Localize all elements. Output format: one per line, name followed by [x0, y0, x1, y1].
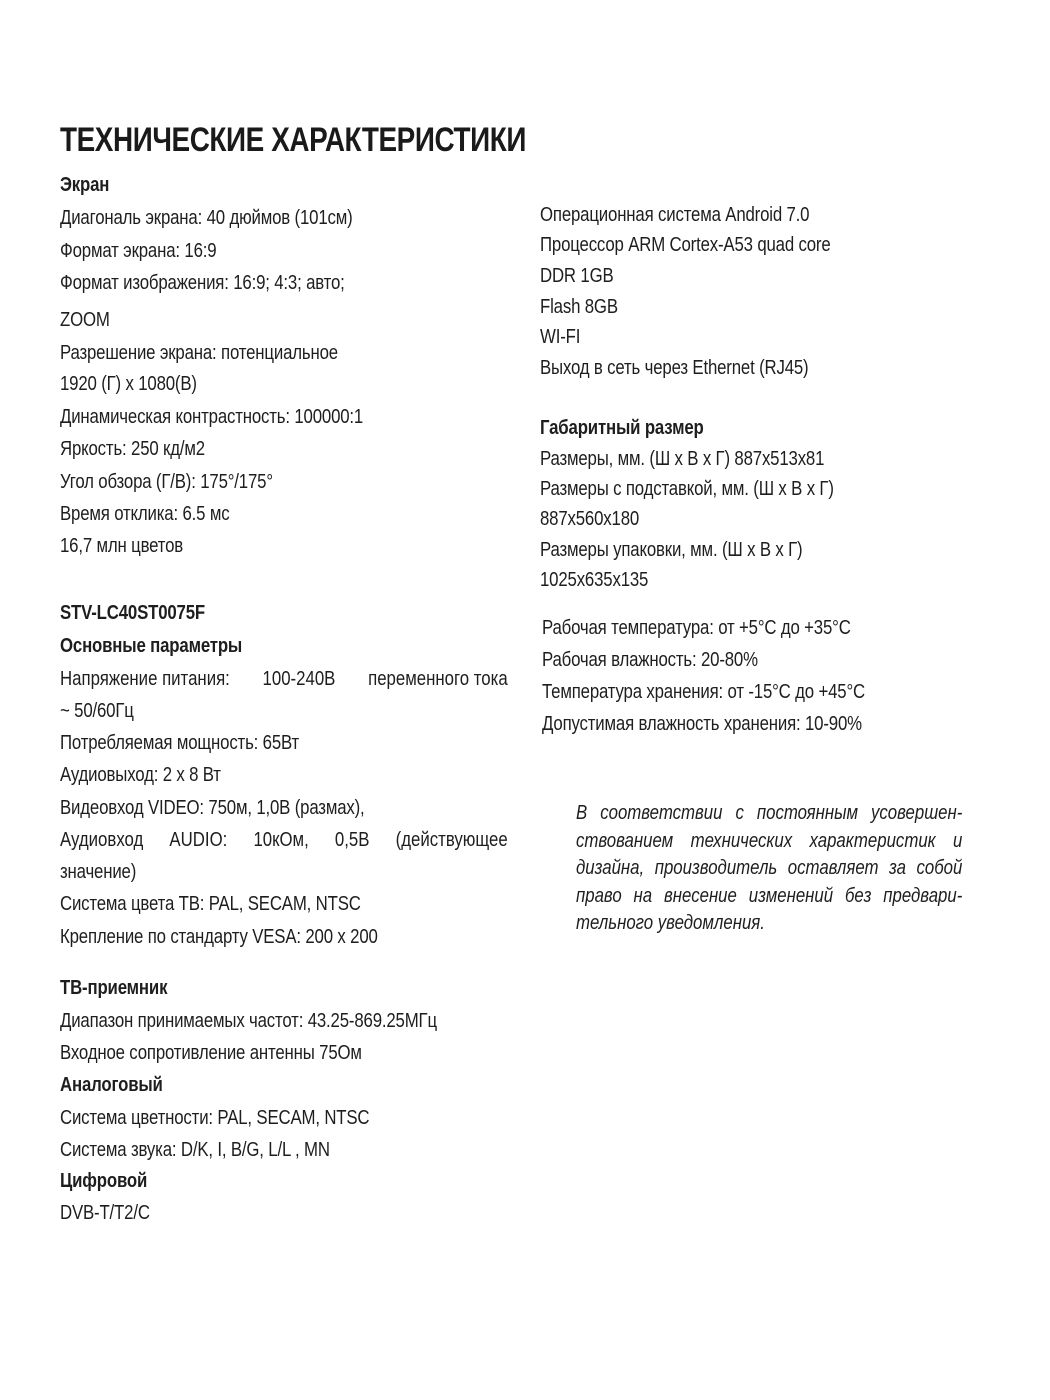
- param-line: Система цвета ТВ: PAL, SECAM, NTSC: [60, 893, 361, 915]
- environment-line: Рабочая влажность: 20-80%: [542, 649, 758, 671]
- screen-line: Динамическая контрастность: 100000:1: [60, 406, 364, 428]
- screen-line: Угол обзора (Г/В): 175°/175°: [60, 471, 273, 493]
- power-value: 100-240В: [262, 668, 336, 690]
- note-line: [576, 855, 962, 883]
- power-line-cont: ~ 50/60Гц: [60, 700, 134, 722]
- screen-line: Разрешение экрана: потенциальное: [60, 342, 338, 364]
- audio-word: AUDIO:: [169, 829, 228, 851]
- dimensions-line: Размеры упаковки, мм. (Ш х В х Г): [540, 539, 803, 561]
- note-word: тельного уведомления.: [576, 912, 765, 934]
- note-word: с: [735, 802, 744, 824]
- note-word: дизайна,: [576, 857, 645, 879]
- environment-line: Температура хранения: от -15°С до +45°С: [542, 681, 865, 703]
- screen-line: Яркость: 250 кд/м2: [60, 438, 205, 460]
- dimensions-line: Размеры с подставкой, мм. (Ш х В х Г): [540, 478, 834, 500]
- note-word: соответствии: [600, 802, 723, 824]
- screen-line: 1920 (Г) х 1080(В): [60, 373, 197, 395]
- screen-line: Диагональ экрана: 40 дюймов (101см): [60, 207, 353, 229]
- environment-line: Допустимая влажность хранения: 10-90%: [542, 713, 862, 735]
- audio-word: (действующее: [395, 829, 508, 851]
- note-word: усовершен-: [870, 802, 963, 824]
- dimensions-line: 887x560x180: [540, 508, 640, 530]
- audio-input-line: [60, 827, 508, 853]
- screen-line: Формат изображения: 16:9; 4:3; авто;: [60, 272, 345, 294]
- system-line: Flash 8GB: [540, 296, 618, 318]
- param-line: Аудиовыход: 2 х 8 Вт: [60, 764, 221, 786]
- system-line: DDR 1GB: [540, 265, 614, 287]
- note-word: собой: [916, 857, 963, 879]
- note-line: [576, 883, 962, 911]
- power-line: [60, 666, 508, 692]
- note-word: изменений: [748, 884, 834, 907]
- note-word: внесение: [664, 884, 737, 907]
- note-word: В: [576, 802, 588, 824]
- system-line: WI-FI: [540, 326, 581, 348]
- note-line: [576, 800, 962, 828]
- digital-heading: Цифровой: [60, 1170, 148, 1192]
- tv-line: Диапазон принимаемых частот: 43.25-869.25МГц: [60, 1010, 437, 1032]
- note-word: постоянным: [756, 802, 859, 824]
- analog-heading: Аналоговый: [60, 1074, 163, 1096]
- note-line: [576, 910, 962, 938]
- analog-line: Система цветности: PAL, SECAM, NTSC: [60, 1107, 370, 1129]
- dimensions-heading: Габаритный размер: [540, 417, 704, 439]
- screen-line: Формат экрана: 16:9: [60, 240, 217, 262]
- note-word: на: [633, 884, 653, 907]
- environment-line: Рабочая температура: от +5°С до +35°С: [542, 617, 851, 639]
- digital-line: DVB-T/T2/C: [60, 1202, 150, 1224]
- dimensions-line: Размеры, мм. (Ш х В х Г) 887x513x81: [540, 448, 825, 470]
- note-word: без: [844, 884, 872, 907]
- param-line: Видеовход VIDEO: 750м, 1,0В (размах),: [60, 797, 365, 819]
- note-word: технических: [690, 829, 793, 852]
- main-params-heading: Основные параметры: [60, 635, 243, 657]
- audio-word: 10кОм,: [253, 829, 309, 851]
- note-word: за: [888, 857, 906, 879]
- system-line: Выход в сеть через Ethernet (RJ45): [540, 357, 809, 379]
- tv-receiver-heading: ТВ-приемник: [60, 977, 168, 999]
- note-word: и: [953, 829, 963, 852]
- screen-line: 16,7 млн цветов: [60, 535, 184, 557]
- power-label: Напряжение питания:: [60, 668, 230, 690]
- dimensions-line: 1025x635x135: [540, 569, 649, 591]
- system-line: Процессор ARM Cortex-A53 quad core: [540, 234, 831, 256]
- note-word: производитель: [654, 857, 778, 879]
- analog-line: Система звука: D/K, I, B/G, L/L , MN: [60, 1139, 330, 1161]
- audio-input-cont: значение): [60, 861, 137, 883]
- power-type: переменного тока: [368, 668, 508, 690]
- tv-line: Входное сопротивление антенны 75Ом: [60, 1042, 362, 1064]
- screen-line: Время отклика: 6.5 мс: [60, 503, 230, 525]
- disclaimer-note: [576, 800, 962, 938]
- param-line: Крепление по стандарту VESA: 200 х 200: [60, 926, 378, 948]
- note-line: [576, 828, 962, 856]
- screen-heading: Экран: [60, 174, 110, 196]
- note-word: предвари-: [883, 884, 963, 907]
- param-line: Потребляемая мощность: 65Вт: [60, 732, 300, 754]
- note-word: ствованием: [576, 829, 674, 852]
- audio-word: 0,5В: [334, 829, 370, 851]
- note-word: характеристик: [809, 829, 936, 852]
- note-word: право: [576, 884, 622, 907]
- page-title: ТЕХНИЧЕСКИЕ ХАРАКТЕРИСТИКИ: [60, 121, 527, 159]
- audio-word: Аудиовход: [60, 829, 144, 851]
- note-word: оставляет: [787, 857, 879, 879]
- system-line: Операционная система Android 7.0: [540, 204, 810, 226]
- screen-line: ZOOM: [60, 309, 110, 331]
- model-name: STV-LC40ST0075F: [60, 602, 206, 624]
